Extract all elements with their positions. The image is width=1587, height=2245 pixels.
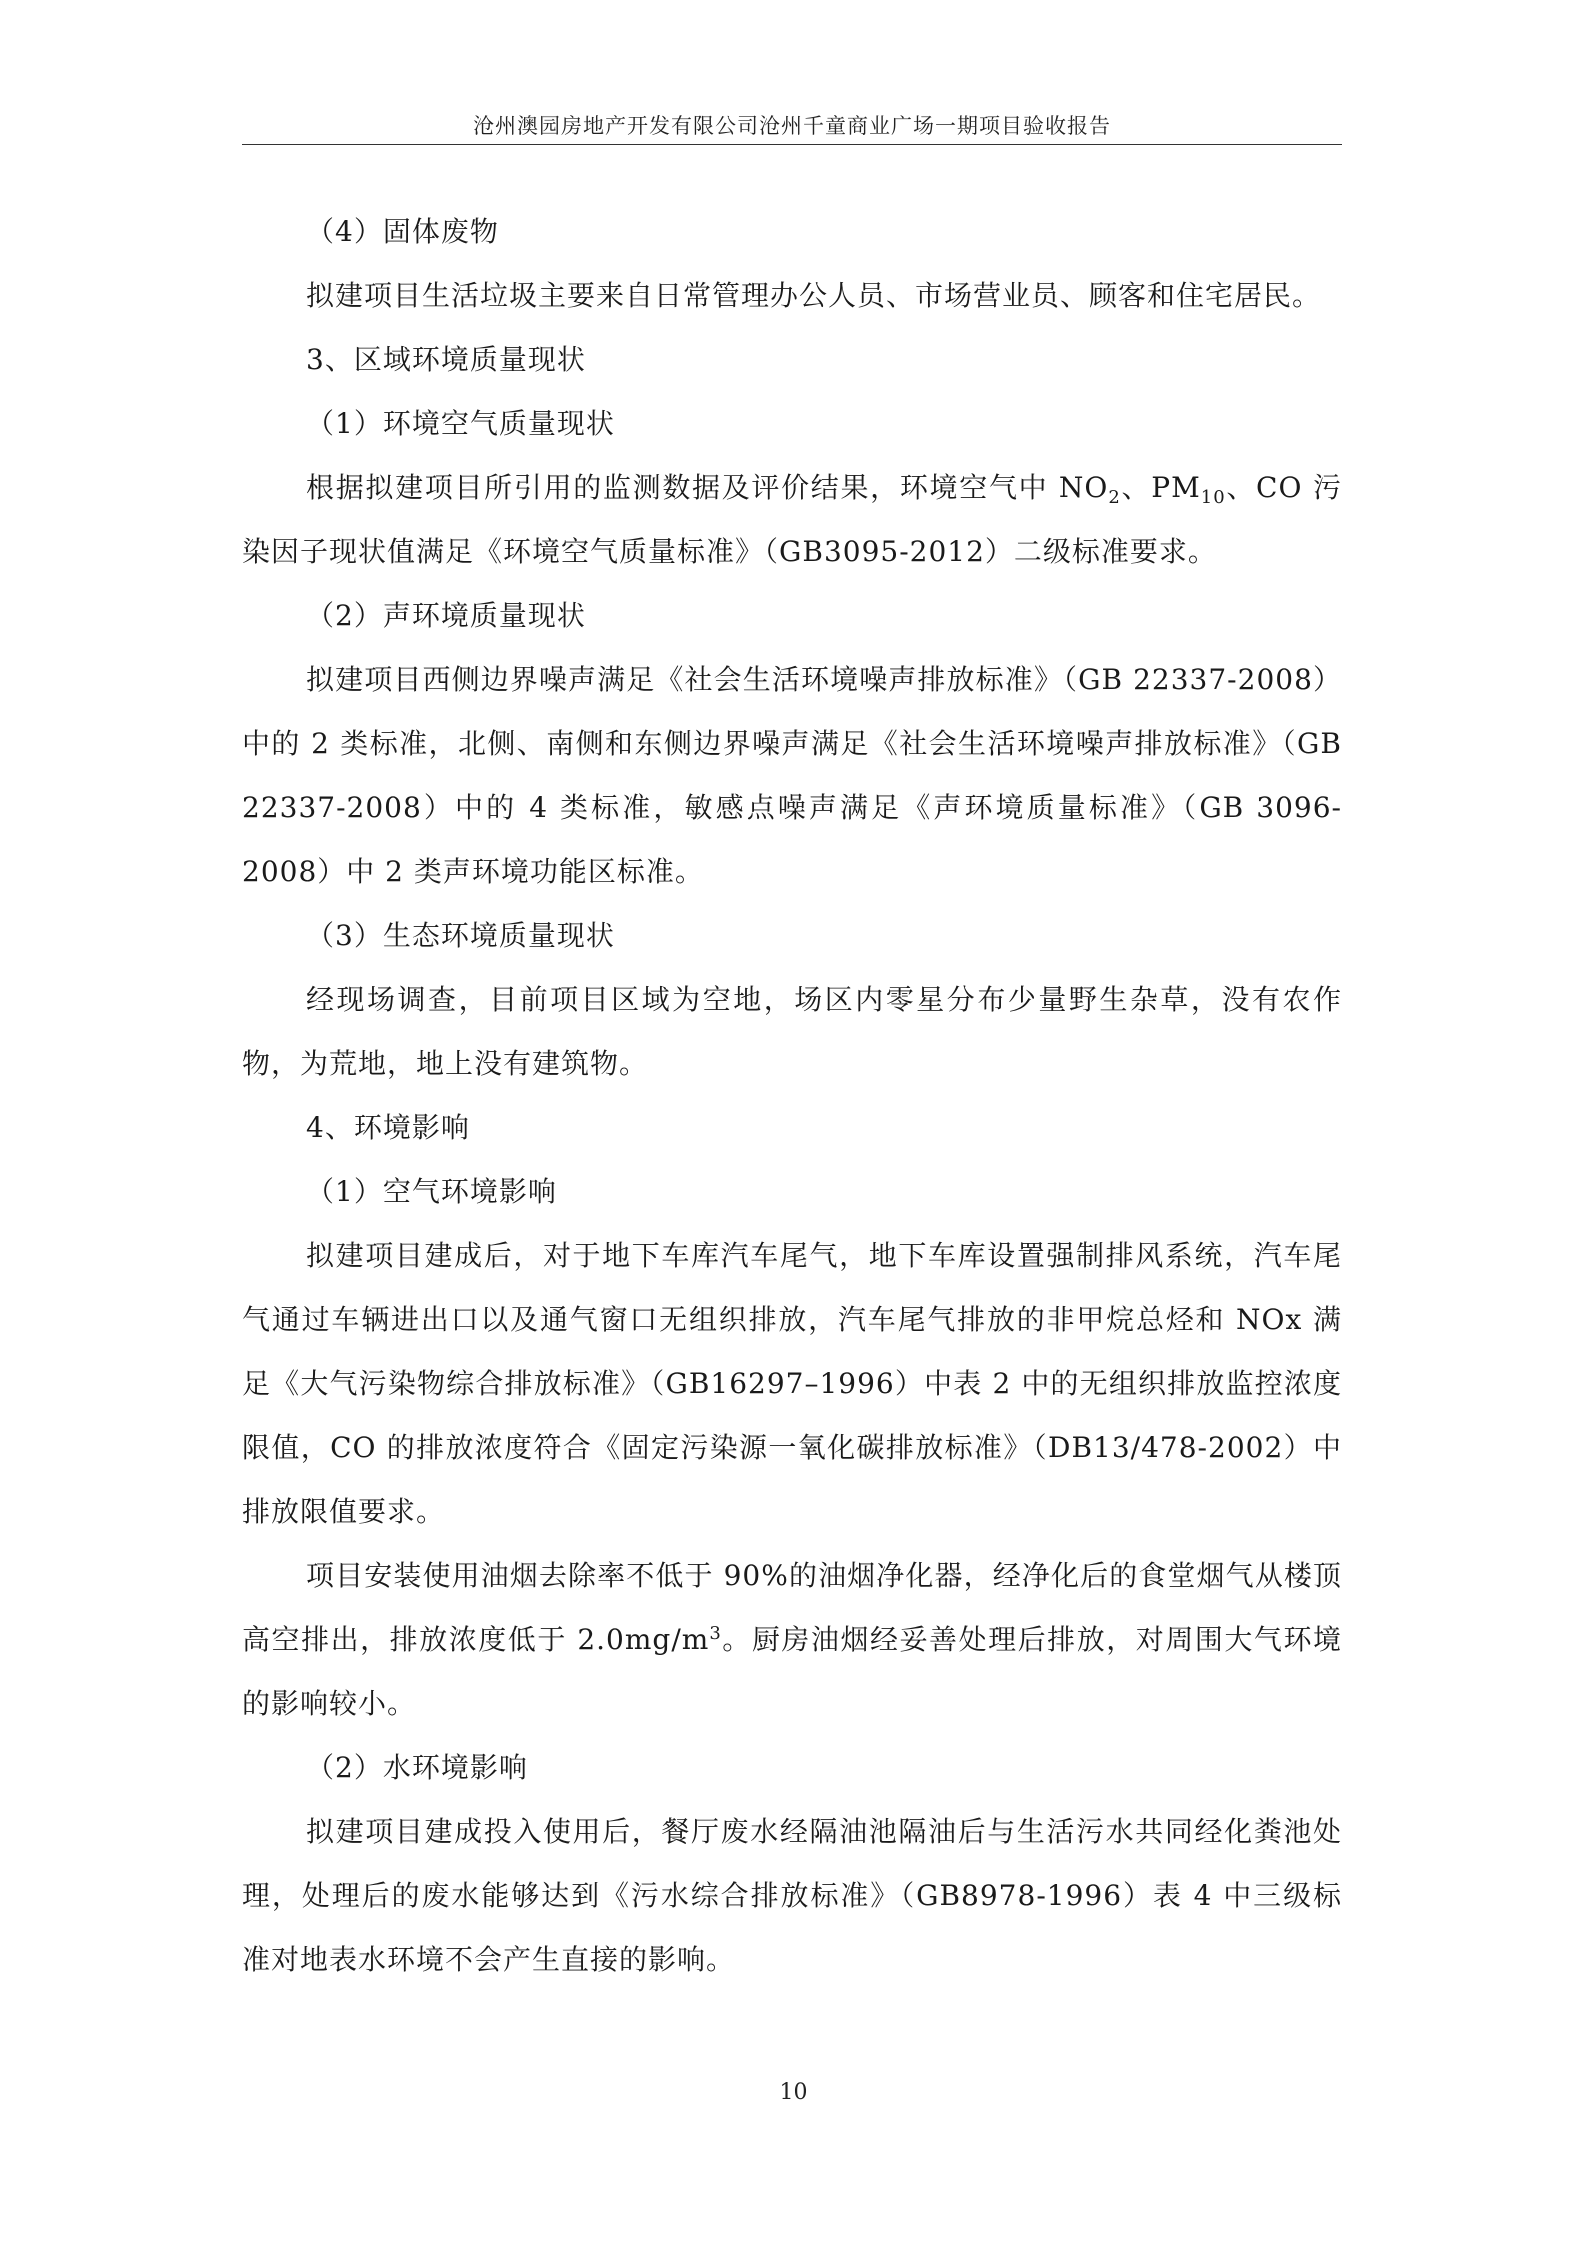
paragraph-air-impact-garage: 拟建项目建成后，对于地下车库汽车尾气，地下车库设置强制排风系统，汽车尾气通过车辆进出口以及通气窗口无组织排放，汽车尾气排放的非甲烷总烃和 NOx 满足《大气污染物综合排放标准》（GB16297–1996）中表 2 中的无组织排放监控浓度限值，CO 的排放浓度符合《固定污染源一氧化碳排放标准》（DB13/478-2002）中排放限值要求。 [242, 1239, 1342, 1528]
paragraph-air-impact-kitchen: 项目安装使用油烟去除率不低于 90%的油烟净化器，经净化后的食堂烟气从楼顶高空排出，排放浓度低于 $2.0mg/m^3$。厨房油烟经妥善处理后排放，对周围大气环境的影响较小。 [242, 1559, 1342, 1720]
heading-ecological-quality: （3）生态环境质量现状 [306, 919, 615, 952]
paragraph-solid-waste: 拟建项目生活垃圾主要来自日常管理办公人员、市场营业员、顾客和住宅居民。 [306, 279, 1322, 312]
paragraph-water-impact: 拟建项目建成投入使用后，餐厅废水经隔油池隔油后与生活污水共同经化粪池处理，处理后的废水能够达到《污水综合排放标准》（GB8978-1996）表 4 中三级标准对地表水环境不会产生直接的影响。 [242, 1815, 1342, 1976]
heading-noise-quality: （2）声环境质量现状 [306, 599, 586, 632]
page-number: 10 [779, 2080, 808, 2105]
document-body [242, 200, 1342, 1992]
heading-regional-environment: 3、区域环境质量现状 [306, 343, 586, 376]
running-header: 沧州澳园房地产开发有限公司沧州千童商业广场一期项目验收报告 [473, 114, 1111, 138]
paragraph-air-quality: 根据拟建项目所引用的监测数据及评价结果，环境空气中 $NO_2$、$PM_{10}$、CO 污染因子现状值满足《环境空气质量标准》（GB3095-2012）二级标准要求。 [242, 471, 1343, 568]
paragraph-noise-quality: 拟建项目西侧边界噪声满足《社会生活环境噪声排放标准》（GB 22337-2008）中的 2 类标准，北侧、南侧和东侧边界噪声满足《社会生活环境噪声排放标准》（GB 22337-2008）中的 4 类标准，敏感点噪声满足《声环境质量标准》（GB 3096-2008）中 2 类声环境功能区标准。 [242, 663, 1342, 888]
paragraph-ecological-quality: 经现场调查，目前项目区域为空地，场区内零星分布少量野生杂草，没有农作物，为荒地，地上没有建筑物。 [242, 983, 1342, 1080]
heading-air-impact: （1）空气环境影响 [306, 1175, 557, 1208]
header-divider [242, 144, 1342, 145]
heading-water-impact: （2）水环境影响 [306, 1751, 528, 1784]
heading-environmental-impact: 4、环境影响 [306, 1111, 470, 1144]
heading-solid-waste: （4）固体废物 [306, 215, 499, 248]
heading-air-quality: （1）环境空气质量现状 [306, 407, 615, 440]
